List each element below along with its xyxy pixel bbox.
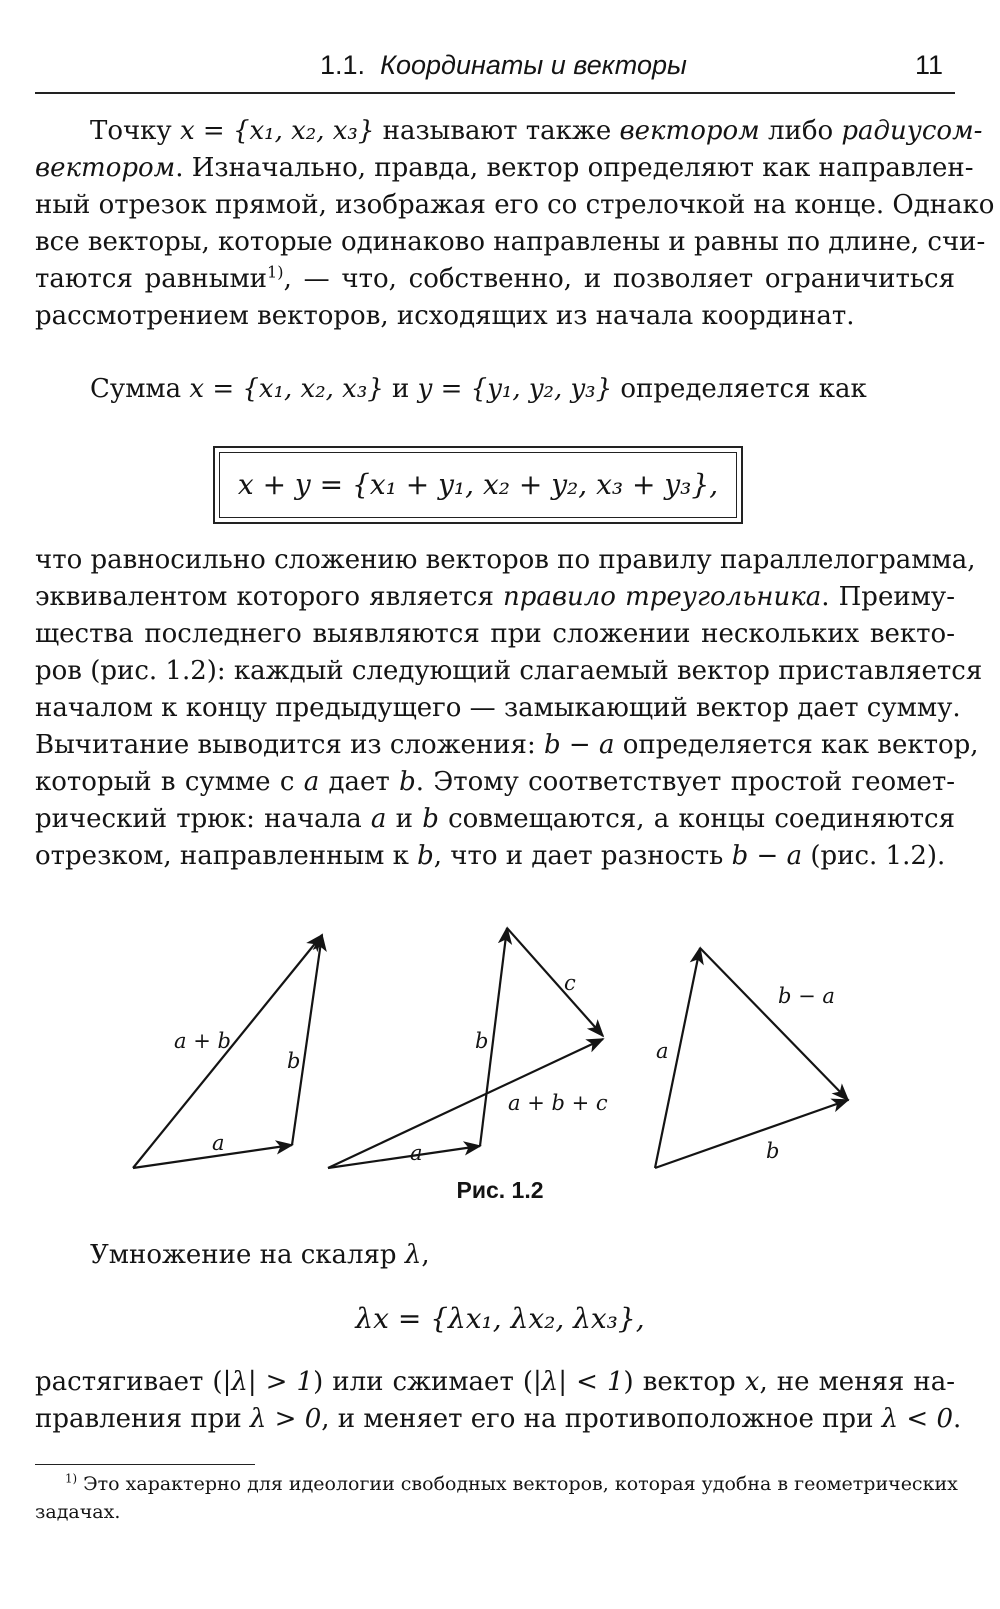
text-segment: λ < 0 (881, 1404, 954, 1434)
label-c: c (564, 971, 576, 995)
text-segment: b (417, 841, 434, 871)
figure-panel-sum (133, 935, 322, 1168)
text-segment: b − a (543, 730, 615, 760)
text-segment: началом к концу предыдущего — замыкающий вектор дает сумму. (35, 693, 961, 723)
text-segment: λ (404, 1240, 422, 1270)
text-segment: и (383, 374, 418, 404)
text-segment: отрезком, направленным к (35, 841, 418, 871)
text-line (35, 579, 955, 616)
vector-b-minus-a-arrow (700, 948, 848, 1100)
scalar-multiplication-formula: λx = {λx₁, λx₂, λx₃}, (355, 1302, 645, 1335)
text-segment: a (370, 804, 387, 834)
paragraph-scalar-effect (35, 1364, 962, 1438)
text-segment: рический трюк: начала (35, 804, 371, 834)
text-segment: все векторы, которые одинаково направлены и равны по длине, счи- (35, 227, 986, 257)
text-segment: вектором (35, 153, 176, 183)
label-b: b (766, 1139, 780, 1163)
text-line (35, 1364, 955, 1401)
text-segment: b − a (731, 841, 803, 871)
text-segment: называют также (374, 116, 620, 146)
text-line (35, 542, 976, 579)
text-segment: рассмотрением векторов, исходящих из начала координат. (35, 301, 855, 331)
text-segment: таются равными (35, 264, 268, 294)
section-title: Координаты и векторы (380, 50, 687, 80)
text-line (35, 653, 983, 690)
text-segment: (рис. 1.2). (802, 841, 946, 871)
text-segment: ный отрезок прямой, изображая его со стрелочкой на конце. Однако (35, 190, 995, 220)
text-segment: ) или сжимает ( (313, 1367, 534, 1397)
text-line (35, 727, 979, 764)
text-segment: правления при (35, 1404, 250, 1434)
label-a: a (212, 1131, 225, 1155)
text-line (35, 1237, 955, 1274)
text-segment: λ > 0 (249, 1404, 322, 1434)
footnote-line-1 (35, 1470, 958, 1498)
text-segment: ров (рис. 1.2): каждый следующий слагаемый вектор приставляется (35, 656, 983, 686)
text-segment: вектором (619, 116, 760, 146)
text-line (35, 838, 955, 875)
text-segment: Умножение на скаляр (90, 1240, 405, 1270)
text-segment: растягивает ( (35, 1367, 223, 1397)
label-b: b (287, 1049, 301, 1073)
text-line (35, 1401, 962, 1438)
text-segment: определяется как (612, 374, 867, 404)
sum-formula: x + y = {x₁ + y₁, x₂ + y₂, x₃ + y₃}, (219, 452, 737, 518)
text-segment: y = {y₁, y₂, y₃} (417, 374, 613, 404)
text-segment: x = {x₁, x₂, x₃} (189, 374, 384, 404)
vector-b-arrow (655, 1100, 848, 1168)
text-line (35, 150, 974, 187)
page-number: 11 (914, 50, 943, 80)
text-line (35, 298, 955, 335)
text-segment: правило треугольника (502, 582, 822, 612)
text-segment: . Изначально, правда, вектор определяют как направлен- (175, 153, 974, 183)
text-segment: который в сумме с (35, 767, 304, 797)
text-segment: b (399, 767, 416, 797)
text-segment: |λ| > 1 (222, 1367, 314, 1397)
boxed-sum-formula (213, 446, 743, 524)
text-line (35, 801, 955, 838)
figure-panel-triple-sum (328, 928, 608, 1168)
text-segment: b (422, 804, 439, 834)
section-heading (320, 50, 687, 81)
text-segment: что равносильно сложению векторов по правилу параллелограмма, (35, 545, 976, 575)
text-segment: Сумма (90, 374, 190, 404)
text-line (35, 113, 983, 150)
footnote-rule (35, 1464, 255, 1465)
text-segment: , и меняет его на противоположное при (321, 1404, 882, 1434)
figure-1-2 (0, 890, 1000, 1220)
text-segment: радиусом- (841, 116, 983, 146)
text-segment: . Этому соответствует простой геомет- (415, 767, 955, 797)
text-line (35, 764, 955, 801)
text-segment: , (421, 1240, 430, 1270)
running-head (35, 44, 955, 94)
text-segment: 1) (267, 262, 284, 282)
label-b-minus-a: b − a (778, 984, 835, 1008)
text-line (35, 224, 986, 261)
section-number: 1.1. (320, 50, 366, 80)
label-a-plus-b-plus-c: a + b + c (508, 1091, 608, 1115)
figure-panel-difference (655, 948, 848, 1168)
text-segment: либо (759, 116, 842, 146)
text-segment: и (386, 804, 423, 834)
text-line (35, 690, 961, 727)
paragraph-vectors-definition (35, 113, 995, 335)
text-line (35, 371, 955, 408)
footnote-marker: 1) (65, 1471, 78, 1486)
text-segment: a (303, 767, 320, 797)
text-segment: , не меняя на- (759, 1367, 956, 1397)
text-segment: x = {x₁, x₂, x₃} (180, 116, 375, 146)
paragraph-triangle-rule (35, 542, 983, 875)
paragraph-scalar-intro (35, 1237, 955, 1274)
text-segment: Вычитание выводится из сложения: (35, 730, 544, 760)
footnote-line-2: задачах. (35, 1501, 121, 1523)
label-a: a (410, 1141, 423, 1165)
label-a-plus-b: a + b (174, 1029, 231, 1053)
text-segment: определяется как вектор, (614, 730, 979, 760)
footnote (35, 1470, 958, 1526)
text-segment: , — что, собственно, и позволяет ограничиться (283, 264, 955, 294)
text-line (35, 261, 955, 298)
text-segment: совмещаются, а концы соединяются (438, 804, 955, 834)
text-segment: . Преиму- (821, 582, 955, 612)
figure-caption: Рис. 1.2 (456, 1177, 544, 1203)
text-segment: щества последнего выявляются при сложении нескольких векто- (35, 619, 955, 649)
text-segment: ) вектор (623, 1367, 745, 1397)
text-segment: |λ| < 1 (533, 1367, 624, 1397)
label-b: b (475, 1029, 489, 1053)
text-segment: Точку (90, 116, 180, 146)
text-segment: дает (319, 767, 400, 797)
text-segment: эквивалентом которого является (35, 582, 503, 612)
text-segment: x (744, 1367, 760, 1397)
text-line (35, 616, 955, 653)
text-line (35, 187, 995, 224)
text-segment: . (953, 1404, 962, 1434)
vector-c-arrow (507, 928, 603, 1036)
label-a: a (656, 1039, 669, 1063)
paragraph-sum-intro (35, 371, 955, 408)
text-segment: , что и дает разность (433, 841, 732, 871)
footnote-text-1: Это характерно для идеологии свободных векторов, которая удобна в геометрических (83, 1473, 958, 1495)
